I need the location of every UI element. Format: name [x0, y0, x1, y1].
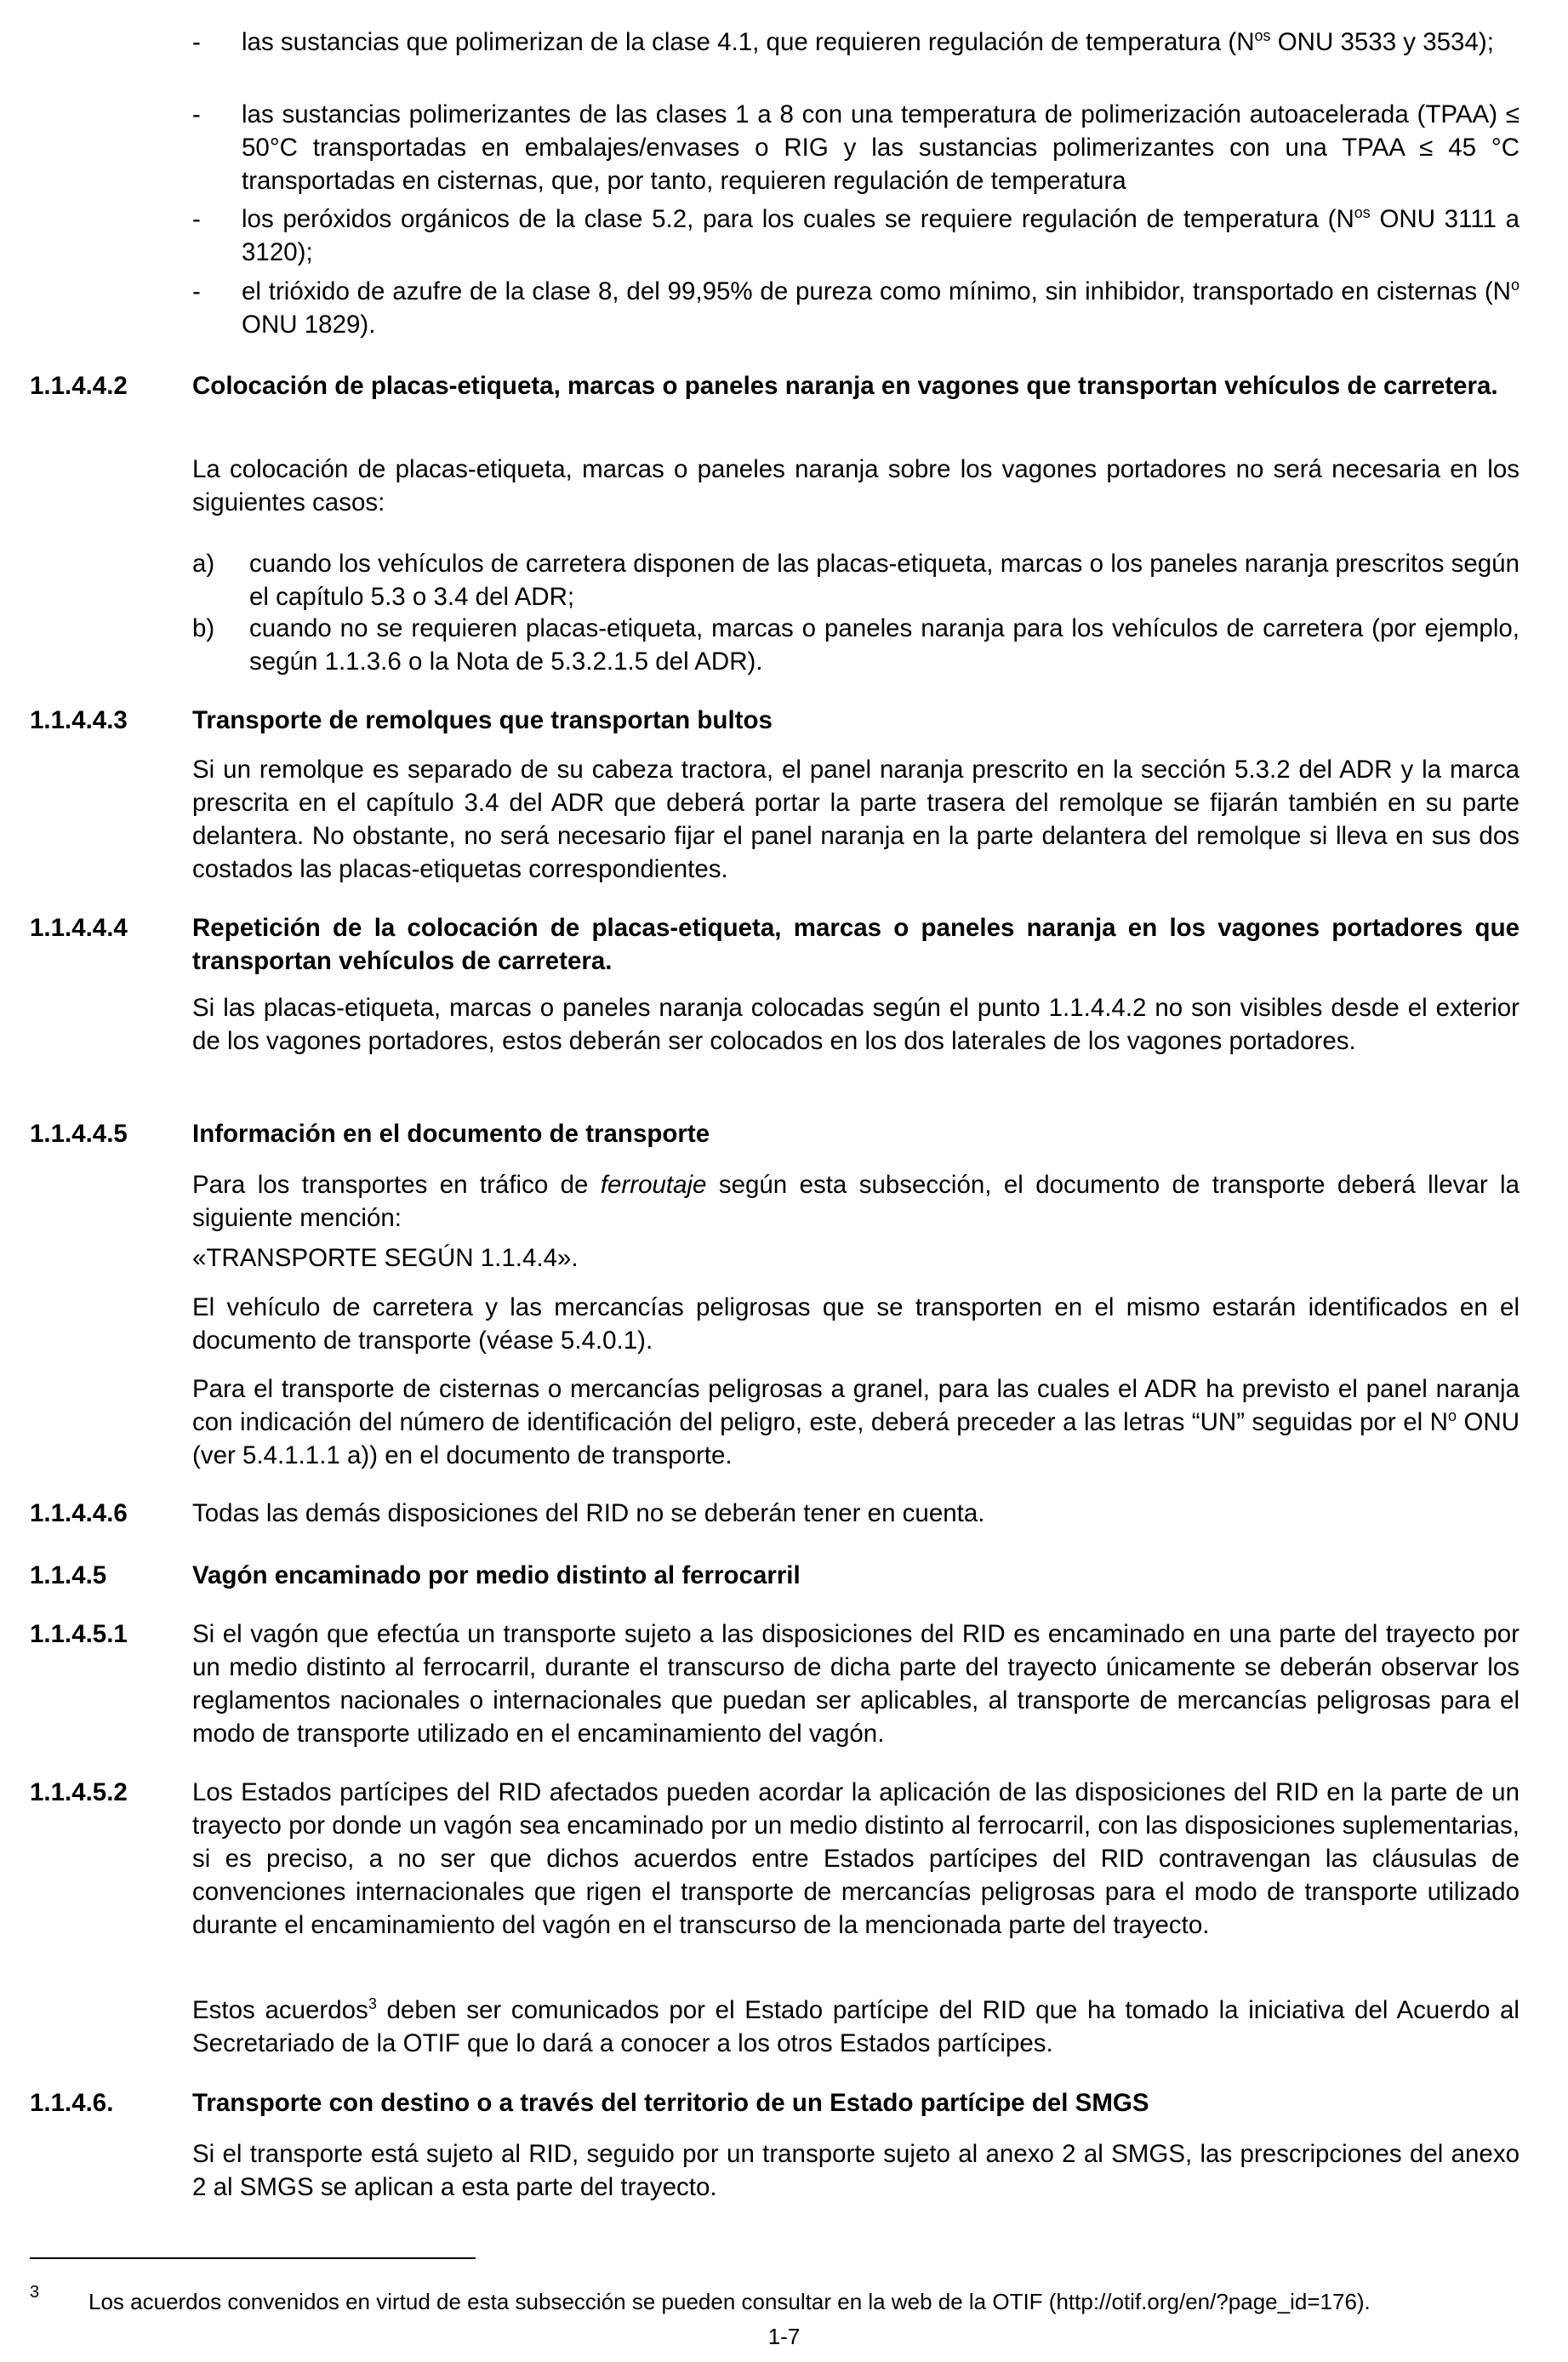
section-paragraph: Estos acuerdos$^3$ deben ser comunicados por el Estado partícipe del RID que ha tomado la iniciativa del Acuerdo al Secretariado de la OTIF que lo dará a conocer a los otros Estados partícipes. — [192, 1995, 1520, 2057]
section-paragraph: Los Estados partícipes del RID afectados pueden acordar la aplicación de las disposiciones del RID en la parte de un trayecto por donde un vagón sea encaminado por un medio distinto al ferrocarril, con las disposiciones suplementarias, si es preciso, a no ser que dichos acuerdos entre Estados partícipes del RID contravengan las cláusulas de convenciones internacionales que rigen el transporte de mercancías peligrosas para el modo de transporte utilizado durante el encaminamiento del vagón en el transcurso de la mencionada parte del trayecto. — [192, 1778, 1520, 1939]
section-number: 1.1.4.5.2 — [30, 1778, 128, 1806]
footnote-separator — [30, 2257, 476, 2259]
bullet-dash: - — [192, 205, 201, 233]
section-number: 1.1.4.4.2 — [30, 372, 128, 400]
bullet-text: las sustancias que polimerizan de la clase 4.1, que requieren regulación de temperatura ($N^{os}$ ONU 3533 y 3534); — [242, 27, 1494, 56]
section-heading: Vagón encaminado por medio distinto al ferrocarril — [192, 1561, 801, 1589]
section-paragraph: Si las placas-etiqueta, marcas o paneles naranja colocadas según el punto 1.1.4.4.2 no son visibles desde el exterior de los vagones portadores, estos deberán ser colocados en los dos laterales de los vagones portadores. — [192, 994, 1520, 1055]
section-number: 1.1.4.6. — [30, 2089, 114, 2117]
section-heading: Información en el documento de transporte — [192, 1120, 710, 1148]
mention-text: «TRANSPORTE SEGÚN 1.1.4.4». — [192, 1244, 579, 1272]
bullet-text: las sustancias polimerizantes de las clases 1 a 8 con una temperatura de polimerización autoacelerada (TPAA) ≤ 50°C transportadas en embalajes/envases o RIG y las sustancias polimerizantes con una TPAA ≤ 45 °C transportadas en cisternas, que, por tanto, requieren regulación de temperatura — [242, 100, 1520, 195]
section-paragraph: Todas las demás disposiciones del RID no se deberán tener en cuenta. — [192, 1499, 985, 1527]
section-heading: Transporte con destino o a través del territorio de un Estado partícipe del SMGS — [192, 2089, 1149, 2117]
section-paragraph: Para los transportes en tráfico de ferroutaje según esta subsección, el documento de transporte deberá llevar la siguiente mención: — [192, 1171, 1520, 1232]
section-heading: Repetición de la colocación de placas-etiqueta, marcas o paneles naranja en los vagones portadores que transportan vehículos de carretera. — [192, 914, 1520, 975]
list-label: a) — [192, 550, 215, 578]
list-text: cuando los vehículos de carretera disponen de las placas-etiqueta, marcas o los paneles naranja prescritos según el capítulo 5.3 o 3.4 del ADR; — [249, 550, 1520, 611]
section-number: 1.1.4.4.3 — [30, 706, 128, 734]
footnote-number: 3 — [30, 2283, 40, 2302]
section-paragraph: Si el vagón que efectúa un transporte sujeto a las disposiciones del RID es encaminado en una parte del trayecto por un medio distinto al ferrocarril, durante el transcurso de dicha parte del trayecto únicamente se deberán observar los reglamentos nacionales o internacionales que puedan ser aplicables, al transporte de mercancías peligrosas para el modo de transporte utilizado en el encaminamiento del vagón. — [192, 1620, 1520, 1748]
bullet-text: el trióxido de azufre de la clase 8, del 99,95% de pureza como mínimo, sin inhibidor, transportado en cisternas ($N^o$ ONU 1829). — [242, 277, 1520, 339]
bullet-dash: - — [192, 277, 201, 305]
list-text: cuando no se requieren placas-etiqueta, marcas o paneles naranja para los vehículos de carretera (por ejemplo, según 1.1.3.6 o la Nota de 5.3.2.1.5 del ADR). — [249, 614, 1520, 676]
section-number: 1.1.4.5.1 — [30, 1620, 128, 1648]
section-number: 1.1.4.4.6 — [30, 1499, 128, 1527]
section-paragraph: Si el transporte está sujeto al RID, seguido por un transporte sujeto al anexo 2 al SMGS, las prescripciones del anexo 2 al SMGS se aplican a esta parte del trayecto. — [192, 2140, 1520, 2201]
section-paragraph: Si un remolque es separado de su cabeza tractora, el panel naranja prescrito en la sección 5.3.2 del ADR y la marca prescrita en el capítulo 3.4 del ADR que deberá portar la parte trasera del remolque se fijarán también en su parte delantera. No obstante, no será necesario fijar el panel naranja en la parte delantera del remolque si lleva en sus dos costados las placas-etiquetas correspondientes. — [192, 756, 1520, 883]
section-paragraph: El vehículo de carretera y las mercancías peligrosas que se transporten en el mismo estarán identificados en el documento de transporte (véase 5.4.0.1). — [192, 1293, 1520, 1355]
bullet-text: los peróxidos orgánicos de la clase 5.2, para los cuales se requiere regulación de temperatura ($N^{os}$ ONU 3111 a 3120); — [242, 204, 1520, 266]
section-heading: Colocación de placas-etiqueta, marcas o paneles naranja en vagones que transportan vehículos de carretera. — [192, 372, 1498, 400]
section-heading: Transporte de remolques que transportan bultos — [192, 706, 773, 734]
section-number: 1.1.4.4.5 — [30, 1120, 128, 1148]
bullet-dash: - — [192, 28, 201, 56]
section-number: 1.1.4.4.4 — [30, 914, 128, 942]
section-paragraph: Para el transporte de cisternas o mercancías peligrosas a granel, para las cuales el ADR ha previsto el panel naranja con indicación del número de identificación del peligro, este, deberá preceder a las letras “UN” seguidas por el $N^o$ ONU (ver 5.4.1.1.1 a)) en el documento de transporte. — [192, 1375, 1520, 1469]
list-label: b) — [192, 614, 215, 642]
bullet-dash: - — [192, 100, 201, 128]
section-number: 1.1.4.5 — [30, 1561, 107, 1589]
footnote-text: Los acuerdos convenidos en virtud de esta subsección se pueden consultar en la web de la OTIF (http://otif.org/en/?page_id=176). — [88, 2289, 1371, 2314]
page-number: 1-7 — [767, 2324, 801, 2349]
section-paragraph: La colocación de placas-etiqueta, marcas o paneles naranja sobre los vagones portadores no será necesaria en los siguientes casos: — [192, 455, 1520, 516]
footnote-reference: 3 — [368, 1995, 377, 2012]
